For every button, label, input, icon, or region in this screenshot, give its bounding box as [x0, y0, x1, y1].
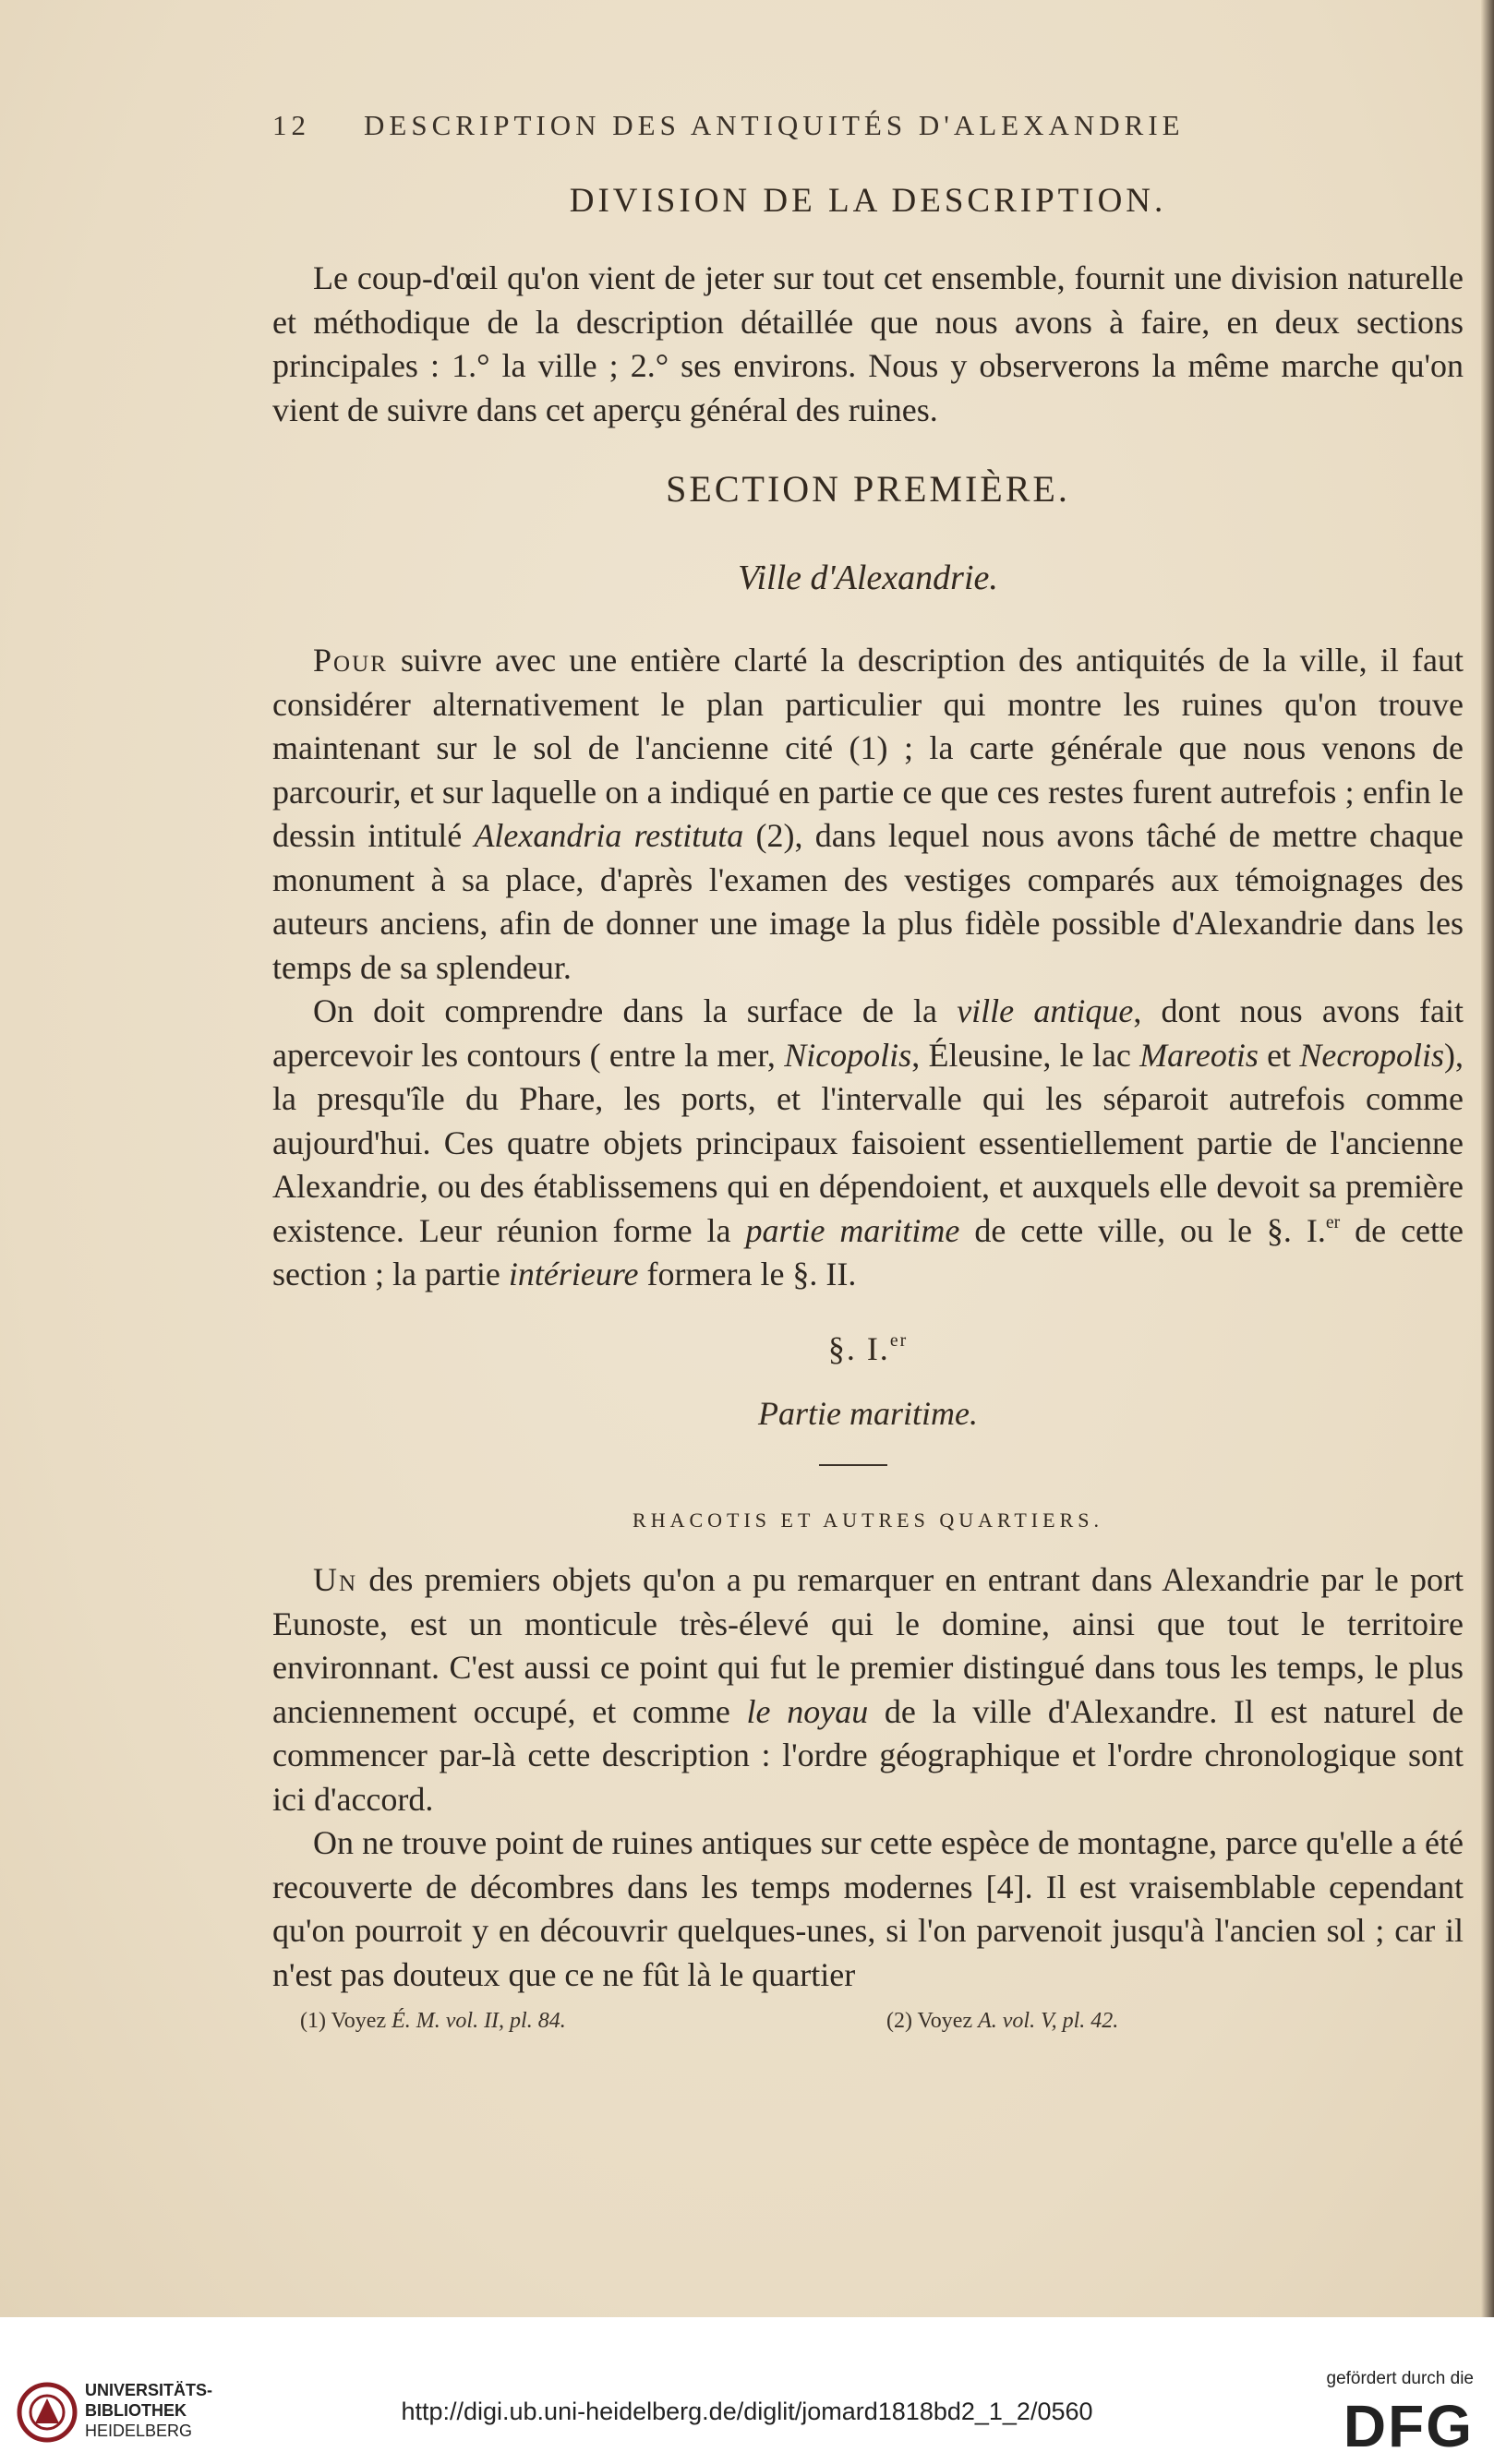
superscript: er: [1325, 1211, 1341, 1232]
paragraph-mark: §. I.: [827, 1330, 890, 1367]
funding-label: gefördert durch die: [1326, 2369, 1474, 2388]
paragraph-pour: [272, 639, 1464, 1297]
text-run: ), la presqu'île du Phare, les ports, et l'intervalle qui les séparoit autrefois comme aujourd'hui. Ces quatre objets principaux faisoient essentiellement partie de l'ancienne Alexandrie, ou des établissemens qui en dépendoient, et auxquels elle devoit sa première existence. Leur réunion forme la: [272, 1036, 1464, 1249]
text-run: (2), dans lequel nous avons tâché de mettre chaque monument à sa place, d'après l'examen des vestiges comparés aux témoignages des auteurs anciens, afin de donner une image la plus fidèle possible d'Alexandrie dans les temps de sa splendeur.: [272, 817, 1464, 986]
italic-run: ville antique: [957, 992, 1134, 1029]
running-title: DESCRIPTION DES ANTIQUITÉS D'ALEXANDRIE: [364, 109, 1185, 141]
footnote-ref: A. vol. V, pl. 42.: [978, 2009, 1119, 2033]
paragraph-division: [272, 257, 1464, 432]
section-rule: [819, 1464, 887, 1466]
paragraph-division-text: Le coup-d'œil qu'on vient de jeter sur tout cet ensemble, fournit une division naturelle et méthodique de la description détaillée que nous avons à faire, en deux sections principales : 1.° la ville ; 2.° ses environs. Nous y observerons la même marche qu'on vient de suivre dans cet aperçu général des ruines.: [272, 259, 1464, 428]
viewer-footer: [0, 2317, 1494, 2464]
paragraph-un-text: [272, 1558, 1464, 1821]
footnote-2: [886, 2009, 1118, 2034]
italic-run: le noyau: [746, 1692, 869, 1730]
heading-paragraph-mark: [272, 1329, 1464, 1368]
footnote-prefix: (2) Voyez: [886, 2009, 979, 2033]
text-run: de la ville d'Alexandre. Il est naturel de commencer par-là cette description : l'ordre géographique et l'ordre chronologique sont ici d'accord.: [272, 1692, 1464, 1818]
text-run: formera le §. II.: [638, 1256, 857, 1292]
footnotes: [300, 2009, 1316, 2034]
italic-run: Mareotis: [1139, 1036, 1259, 1074]
italic-run: intérieure: [508, 1256, 639, 1292]
dfg-logo: DFG: [1343, 2393, 1474, 2459]
page-edge-shadow: [1481, 0, 1494, 2317]
italic-run: Nicopolis: [784, 1036, 912, 1074]
text-run: , dont nous avons fait apercevoir les contours ( entre la mer,: [272, 992, 1464, 1074]
paragraph-ondoit-text: [272, 990, 1464, 1297]
text-run: On doit comprendre dans la surface de la: [313, 992, 958, 1029]
library-line-1: UNIVERSITÄTS-: [85, 2381, 213, 2399]
footnote-ref: É. M. vol. II, pl. 84.: [392, 2009, 566, 2033]
heading-division: DIVISION DE LA DESCRIPTION.: [569, 182, 1167, 220]
paragraph-pour-text: [272, 639, 1464, 990]
paragraph-un: [272, 1558, 1464, 1997]
italic-run: Necropolis: [1299, 1036, 1444, 1074]
heading-rhacotis: RHACOTIS ET AUTRES QUARTIERS.: [633, 1508, 1103, 1532]
library-line-2: BIBLIOTHEK: [85, 2401, 187, 2420]
text-run: des premiers objets qu'on a pu remarquer en entrant dans Alexandrie par le port Eunoste, est un monticule très-élevé qui le domine, ainsi que tout le territoire environnant. C'est aussi ce point qui fut le premier distingué dans tous les temps, le plus anciennement occupé, et comme: [272, 1561, 1464, 1730]
italic-run: partie maritime: [745, 1211, 960, 1249]
text-run: de cette ville, ou le §. I.: [959, 1211, 1326, 1249]
library-line-3: HEIDELBERG: [85, 2422, 193, 2440]
lead-word: Un: [313, 1561, 358, 1598]
text-run: , Éleusine, le lac: [911, 1036, 1140, 1074]
superscript: er: [889, 1330, 909, 1352]
page-number: 12: [272, 109, 310, 141]
italic-run: Alexandria restituta: [474, 817, 744, 854]
heading-ville-alexandrie: Ville d'Alexandrie.: [738, 559, 998, 597]
running-head: [272, 109, 1288, 142]
permalink-url[interactable]: http://digi.ub.uni-heidelberg.de/diglit/jomard1818bd2_1_2/0560: [401, 2398, 1093, 2425]
text-run: de cette section ; la partie: [272, 1211, 1464, 1292]
heading-section-premiere: SECTION PREMIÈRE.: [666, 468, 1070, 510]
lead-word: Pour: [313, 642, 388, 679]
heading-partie-maritime: Partie maritime.: [758, 1395, 978, 1432]
text-run: et: [1258, 1036, 1300, 1074]
footnote-prefix: (1) Voyez: [300, 2009, 392, 2033]
footnote-1: [300, 2009, 566, 2033]
paragraph-onne-text: On ne trouve point de ruines antiques sur cette espèce de montagne, parce qu'elle a été recouverte de décombres dans les temps modernes [4]. Il est vraisemblable cependant qu'on pourroit y en découvrir quelques-unes, si l'on parvenoit jusqu'à l'ancien sol ; car il n'est pas douteux que ce ne fût là le quartier: [272, 1824, 1464, 1993]
text-run: suivre avec une entière clarté la description des antiquités de la ville, il faut considérer alternativement le plan particulier qui montre les ruines qu'on trouve maintenant sur le sol de l'ancienne cité (1) ; la carte générale que nous venons de parcourir, et sur laquelle on a indiqué en partie ce que ces restes furent autrefois ; enfin le dessin intitulé: [272, 642, 1464, 854]
